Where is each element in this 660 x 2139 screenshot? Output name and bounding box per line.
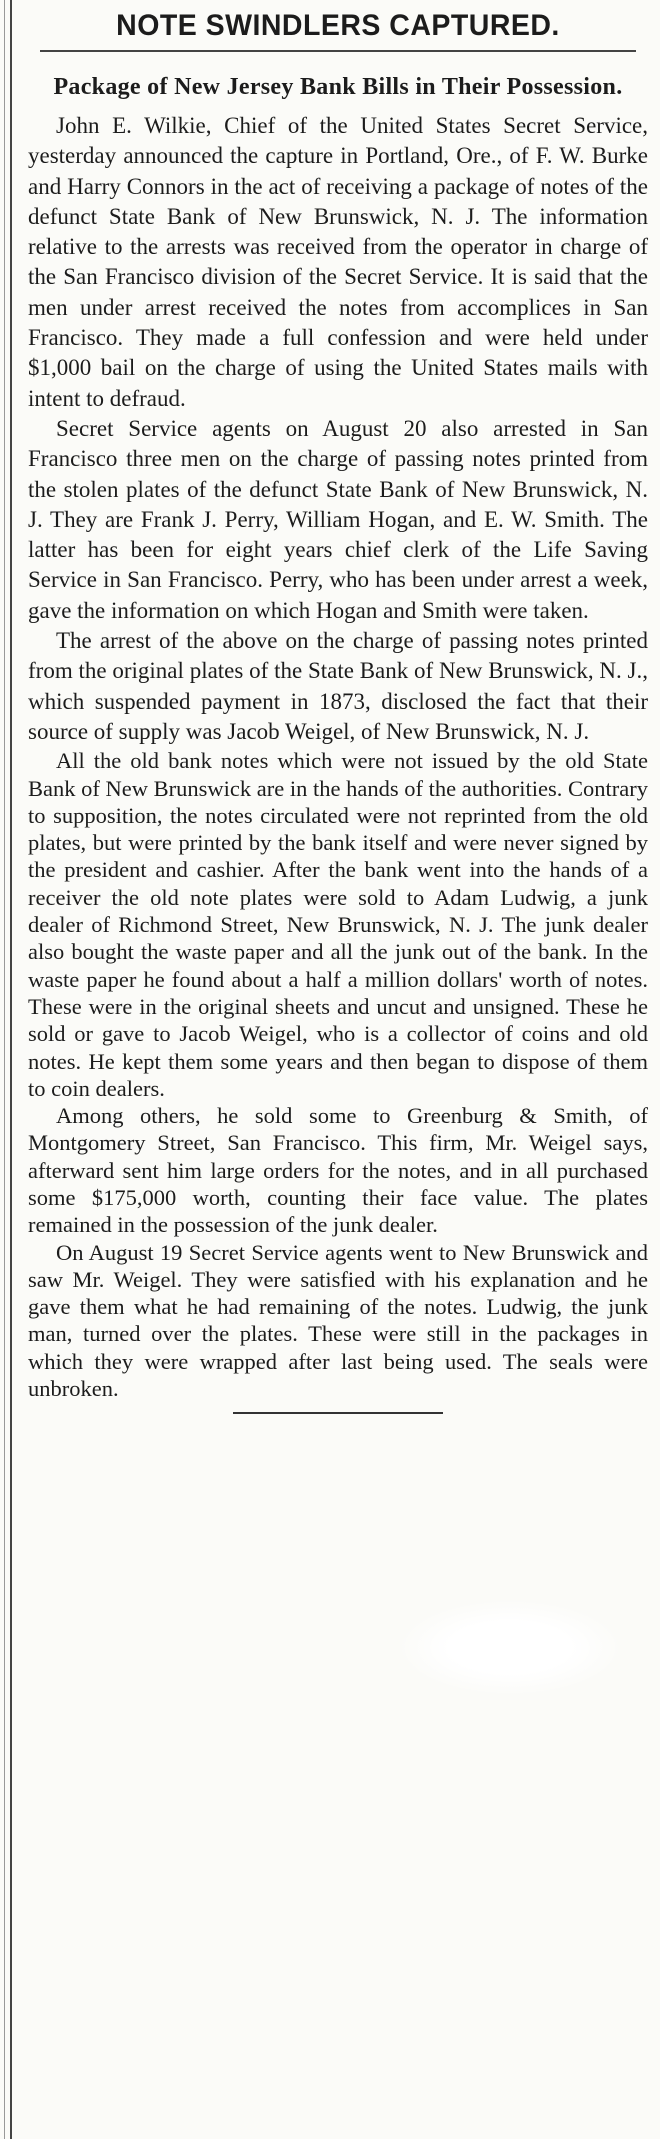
article [28, 8, 648, 1414]
headline: NOTE SWINDLERS CAPTURED. [116, 9, 560, 42]
paragraph-2: Secret Service agents on August 20 also arrested in San Francisco three men on the charge of passing notes printed from the stolen plates of the defunct State Bank of New Brunswick, N. J. They are Frank J. Perry, William Hogan, and E. W. Smith. The latter has been for eight years chief clerk of the Life Saving Service in San Francisco. Perry, who has been under arrest a week, gave the information on which Hogan and Smith were taken. [28, 415, 648, 623]
column-border [10, 0, 12, 2139]
subheadline: Package of New Jersey Bank Bills in Their Possession. [53, 74, 623, 100]
paragraph-1: John E. Wilkie, Chief of the United States Secret Service, yesterday announced the capture in Portland, Ore., of F. W. Burke and Harry Connors in the act of receiving a package of notes of the defunct State Bank of New Brunswick, N. J. The information relative to the arrests was received from the operator in charge of the San Francisco division of the Secret Service. It is said that the men under arrest received the notes from accomplices in San Francisco. They made a full confession and were held under $1,000 bail on the charge of using the United States mails with intent to defraud. [28, 113, 648, 411]
end-rule [233, 1412, 443, 1414]
headline-rule [40, 50, 635, 52]
column-border-outer [4, 0, 5, 2139]
paragraph-4: All the old bank notes which were not issued by the old State Bank of New Brunswick are in the hands of the authorities. Contrary to supposition, the notes circulated were not reprinted from the old plates, but were printed by the bank itself and were never signed by the president and cashier. After the bank went into the hands of a receiver the old note plates were sold to Adam Ludwig, a junk dealer of Richmond Street, New Brunswick, N. J. The junk dealer also bought the waste paper and all the junk out of the bank. In the waste paper he found about a half a million dollars' worth of notes. These were in the original sheets and uncut and unsigned. These he sold or gave to Jacob Weigel, who is a collector of coins and old notes. He kept them some years and then began to dispose of them to coin dealers. [28, 748, 648, 1101]
paragraph-3: The arrest of the above on the charge of passing notes printed from the original plates of the State Bank of New Brunswick, N. J., which suspended payment in 1873, disclosed the fact that their source of supply was Jacob Weigel, of New Brunswick, N. J. [28, 628, 648, 744]
paper-damage-smudge [400, 1600, 620, 1695]
paragraph-5: Among others, he sold some to Greenburg & Smith, of Montgomery Street, San Francisco. This firm, Mr. Weigel says, afterward sent him large orders for the notes, and in all purchased some $175,000 worth, counting their face value. The plates remained in the possession of the junk dealer. [28, 1103, 648, 1238]
paragraph-6: On August 19 Secret Service agents went to New Brunswick and saw Mr. Weigel. They were satisfied with his explanation and he gave them what he had remaining of the notes. Ludwig, the junk man, turned over the plates. These were still in the packages in which they were wrapped after last being used. The seals were unbroken. [28, 1239, 648, 1402]
